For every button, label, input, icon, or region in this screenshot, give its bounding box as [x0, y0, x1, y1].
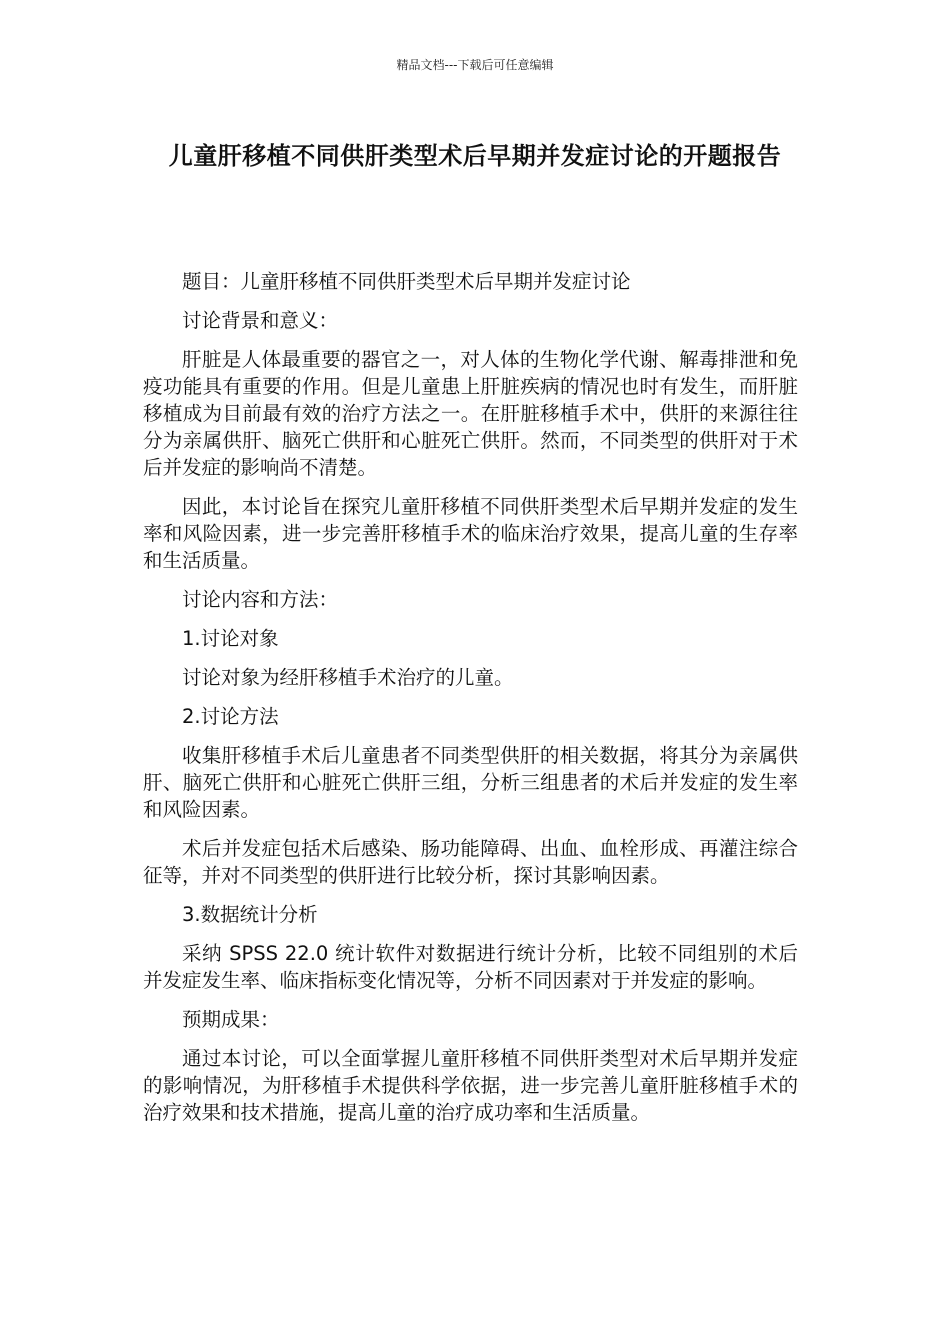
section-heading-expected-results: 预期成果： [182, 1008, 280, 1031]
subheading-subjects: 1.讨论对象 [182, 627, 279, 650]
body-paragraph: 肝脏是人体最重要的器官之一，对人体的生物化学代谢、解毒排泄和免疫功能具有重要的作用。但是儿童患上肝脏疾病的情况也时有发生，而肝脏移植成为目前最有效的治疗方法之一。在肝脏移植手术中，供肝的来源往往分为亲属供肝、脑死亡供肝和心脏死亡供肝。然而，不同类型的供肝对于术后并发症的影响尚不清楚。 [143, 348, 798, 479]
section-heading-background: 讨论背景和意义： [182, 309, 339, 332]
section-heading-content-methods: 讨论内容和方法： [182, 588, 339, 611]
document-title: 儿童肝移植不同供肝类型术后早期并发症讨论的开题报告 [168, 142, 782, 170]
subheading-statistics: 3.数据统计分析 [182, 903, 318, 926]
body-paragraph: 术后并发症包括术后感染、肠功能障碍、出血、血栓形成、再灌注综合征等，并对不同类型的供肝进行比较分析，探讨其影响因素。 [143, 837, 798, 887]
subheading-methods: 2.讨论方法 [182, 705, 279, 728]
body-paragraph: 通过本讨论，可以全面掌握儿童肝移植不同供肝类型对术后早期并发症的影响情况，为肝移植手术提供科学依据，进一步完善儿童肝脏移植手术的治疗效果和技术措施，提高儿童的治疗成功率和生活质量。 [143, 1047, 798, 1124]
body-paragraph: 讨论对象为经肝移植手术治疗的儿童。 [182, 666, 514, 689]
document-body [143, 268, 798, 1138]
body-paragraph: 收集肝移植手术后儿童患者不同类型供肝的相关数据，将其分为亲属供肝、脑死亡供肝和心脏死亡供肝三组，分析三组患者的术后并发症的发生率和风险因素。 [143, 744, 798, 821]
body-paragraph: 采纳 SPSS 22.0 统计软件对数据进行统计分析，比较不同组别的术后并发症发生率、临床指标变化情况等，分析不同因素对于并发症的影响。 [143, 942, 798, 992]
page-header-note: 精品文档---下载后可任意编辑 [396, 58, 554, 72]
topic-line: 题目：儿童肝移植不同供肝类型术后早期并发症讨论 [182, 270, 631, 293]
body-paragraph: 因此，本讨论旨在探究儿童肝移植不同供肝类型术后早期并发症的发生率和风险因素，进一步完善肝移植手术的临床治疗效果，提高儿童的生存率和生活质量。 [143, 495, 798, 572]
